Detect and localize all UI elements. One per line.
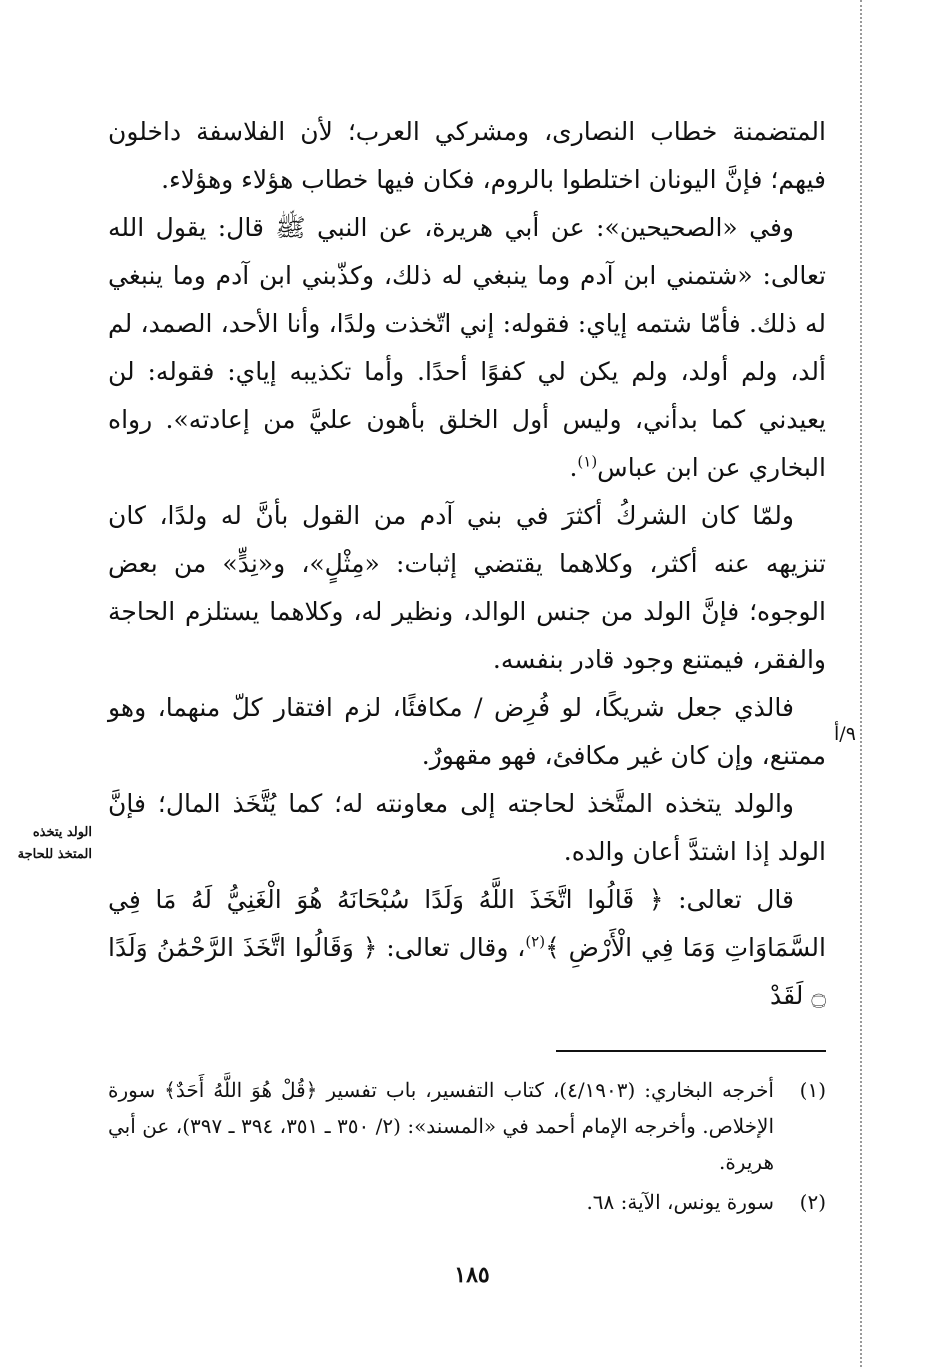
paragraph-2-tail: . <box>569 453 578 482</box>
paragraph-3: ولمّا كان الشركُ أكثرَ في بني آدم من القول بأنَّ له ولدًا، كان تنزيهه عنه أكثر، وكلاهما يقتضي إثبات: «مِثْلٍ»، و«نِدٍّ» من بعض الوجوه؛ فإنَّ الولد من جنس الوالد، ونظير له، وكلاهما يستلزم الحاجة والفقر، فيمتنع وجود قادر بنفسه. <box>108 501 826 674</box>
paragraph-5: والولد يتخذه المتَّخذ لحاجته إلى معاونته له؛ كما يُتَّخَذ المال؛ فإنَّ الولد إذا اشتدَّ أعان والده. <box>108 789 826 866</box>
paragraph-2-text: وفي «الصحيحين»: عن أبي هريرة، عن النبي ﷺ قال: يقول الله تعالى: «شتمني ابن آدم وما ينبغي له ذلك، وكذّبني ابن آدم وما ينبغي له ذلك. فأمّا شتمه إياي: فقوله: إني اتّخذت ولدًا، وأنا الأحد، الصمد، لم ألد، ولم أولد، ولم يكن لي كفوًا أحدًا. وأما تكذيبه إياي: فقوله: لن يعيدني كما بدأني، وليس أول الخلق بأهون عليَّ من إعادته». رواه البخاري عن ابن عباس <box>108 213 826 482</box>
page-number: ١٨٥ <box>454 1262 490 1288</box>
paragraph-6-tail: ، وقال تعالى: ﴿ وَقَالُوا اتَّخَذَ الرَّحْمَٰنُ وَلَدًا ۝ لَقَدْ <box>108 933 826 1010</box>
main-text-block <box>108 108 826 1020</box>
footnote-marker-2[interactable]: (٢) <box>525 932 546 951</box>
footnote-2-number: (٢) <box>799 1190 826 1214</box>
footnote-1 <box>108 1072 826 1180</box>
paragraph-6 <box>108 876 826 1020</box>
paragraph-6-text: قال تعالى: ﴿ قَالُوا اتَّخَذَ اللَّهُ وَلَدًا سُبْحَانَهُ هُوَ الْغَنِيُّ لَهُ مَا فِي السَّمَاوَاتِ وَمَا فِي الْأَرْضِ ﴾ <box>108 885 826 962</box>
scan-edge-dotted-line <box>860 0 862 1367</box>
paragraph-4: فالذي جعل شريكًا، لو فُرِض / مكافئًا، لزم افتقار كلّ منهما، وهو ممتنع، وإن كان غير مكافئ، فهو مقهورٌ. <box>108 693 826 770</box>
footnote-1-number: (١) <box>799 1078 826 1102</box>
footnote-2 <box>108 1184 826 1220</box>
footnote-marker-1[interactable]: (١) <box>577 452 598 471</box>
margin-side-note: الولد يتخذه المتخذ للحاجة <box>17 825 92 862</box>
footnote-2-text: سورة يونس، الآية: ٦٨. <box>586 1190 774 1214</box>
manuscript-folio-marker: ٩/أ <box>834 723 856 745</box>
paragraph-1: المتضمنة خطاب النصارى، ومشركي العرب؛ لأن الفلاسفة داخلون فيهم؛ فإنَّ اليونان اختلطوا بالروم، فكان فيها خطاب هؤلاء وهؤلاء. <box>108 117 826 194</box>
paragraph-2 <box>108 204 826 492</box>
footnotes-section <box>108 1072 826 1224</box>
footnote-separator <box>556 1050 826 1052</box>
footnote-1-text: أخرجه البخاري: (٤/١٩٠٣)، كتاب التفسير، باب تفسير ﴿قُلْ هُوَ اللَّهُ أَحَدٌ﴾ سورة الإخلاص. وأخرجه الإمام أحمد في «المسند»: (٢/ ٣٥٠ ـ ٣٥١، ٣٩٤ ـ ٣٩٧)، عن أبي هريرة. <box>108 1078 775 1174</box>
